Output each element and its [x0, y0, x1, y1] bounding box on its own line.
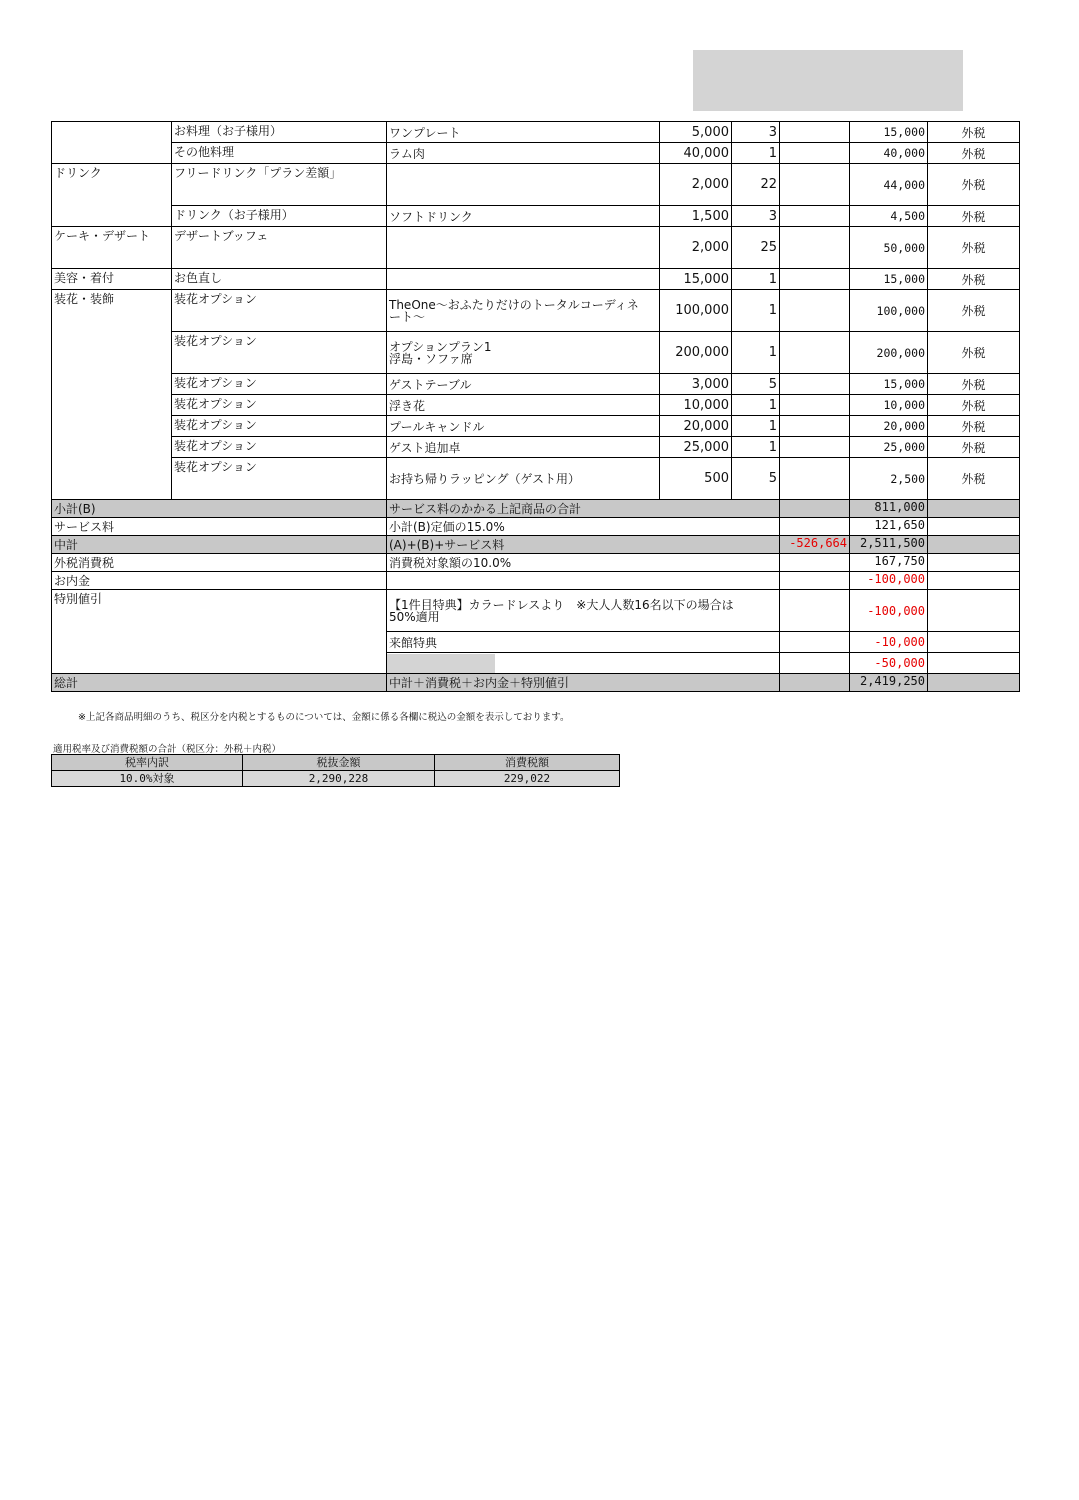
- item-unit-price: 2,000: [660, 227, 732, 269]
- item-row: [52, 290, 1020, 332]
- item-tax-type: 外税: [928, 290, 1020, 332]
- item-detail: お持ち帰りラッピング（ゲスト用）: [387, 458, 660, 500]
- item-name: 装花オプション: [172, 374, 387, 395]
- item-quantity: 1: [732, 395, 780, 416]
- item-discount: [780, 269, 850, 290]
- middle-total-label: 中計: [52, 536, 387, 554]
- item-unit-price: 10,000: [660, 395, 732, 416]
- item-detail: ゲスト追加卓: [387, 437, 660, 458]
- item-unit-price: 3,000: [660, 374, 732, 395]
- item-detail: [387, 227, 660, 269]
- item-unit-price: 100,000: [660, 290, 732, 332]
- item-name: 装花オプション: [172, 458, 387, 500]
- item-amount: 15,000: [850, 122, 928, 143]
- item-amount: 15,000: [850, 269, 928, 290]
- subtotal-b-row: [52, 500, 1020, 518]
- special-discount-label: 特別値引: [52, 590, 387, 674]
- item-quantity: 22: [732, 164, 780, 206]
- item-name: 装花オプション: [172, 416, 387, 437]
- subtotal-b-amount: 811,000: [850, 500, 928, 518]
- item-quantity: 1: [732, 332, 780, 374]
- item-unit-price: 5,000: [660, 122, 732, 143]
- item-category: 装花・装飾: [52, 290, 172, 500]
- middle-total-row: [52, 536, 1020, 554]
- item-detail: [387, 269, 660, 290]
- tax-summary-row: [52, 771, 620, 787]
- item-name: お料理（お子様用）: [172, 122, 387, 143]
- tax-rate-header: 税率内訳: [52, 755, 243, 771]
- tax-summary-header: [52, 755, 620, 771]
- item-detail: ソフトドリンク: [387, 206, 660, 227]
- item-amount: 20,000: [850, 416, 928, 437]
- item-unit-price: 200,000: [660, 332, 732, 374]
- tax-rate-value: 10.0%対象: [52, 771, 243, 787]
- item-tax-type: 外税: [928, 332, 1020, 374]
- item-unit-price: 2,000: [660, 164, 732, 206]
- item-quantity: 5: [732, 374, 780, 395]
- item-unit-price: 20,000: [660, 416, 732, 437]
- grand-total-desc: 中計＋消費税＋お内金＋特別値引: [387, 674, 780, 692]
- special-discount-desc-2: 来館特典: [387, 632, 780, 653]
- item-tax-type: 外税: [928, 269, 1020, 290]
- item-quantity: 3: [732, 206, 780, 227]
- item-amount: 2,500: [850, 458, 928, 500]
- item-discount: [780, 332, 850, 374]
- item-row: [52, 458, 1020, 500]
- deposit-amount: -100,000: [850, 572, 928, 590]
- item-unit-price: 1,500: [660, 206, 732, 227]
- item-row: [52, 206, 1020, 227]
- item-unit-price: 500: [660, 458, 732, 500]
- item-tax-type: 外税: [928, 122, 1020, 143]
- item-detail: TheOne～おふたりだけのトータルコーディネ ート～: [387, 290, 660, 332]
- tax-amount-header: 消費税額: [435, 755, 620, 771]
- item-name: フリードリンク「プラン差額」: [172, 164, 387, 206]
- item-name: ドリンク（お子様用）: [172, 206, 387, 227]
- grand-total-label: 総計: [52, 674, 387, 692]
- item-unit-price: 25,000: [660, 437, 732, 458]
- tax-excluded-value: 2,290,228: [243, 771, 435, 787]
- item-tax-type: 外税: [928, 437, 1020, 458]
- item-tax-type: 外税: [928, 458, 1020, 500]
- tax-row: [52, 554, 1020, 572]
- item-row: [52, 227, 1020, 269]
- item-detail: ラム肉: [387, 143, 660, 164]
- item-name: 装花オプション: [172, 332, 387, 374]
- middle-total-desc: (A)+(B)+サービス料: [387, 536, 780, 554]
- item-amount: 10,000: [850, 395, 928, 416]
- redacted-header-block: [693, 50, 963, 111]
- subtotal-b-label: 小計(B): [52, 500, 387, 518]
- item-amount: 44,000: [850, 164, 928, 206]
- item-tax-type: 外税: [928, 395, 1020, 416]
- tax-label: 外税消費税: [52, 554, 387, 572]
- service-label: サービス料: [52, 518, 387, 536]
- item-detail: [387, 164, 660, 206]
- item-discount: [780, 395, 850, 416]
- service-amount: 121,650: [850, 518, 928, 536]
- item-detail: 浮き花: [387, 395, 660, 416]
- estimate-table: [51, 121, 1020, 692]
- item-detail: ゲストテーブル: [387, 374, 660, 395]
- item-discount: [780, 290, 850, 332]
- item-name: 装花オプション: [172, 395, 387, 416]
- item-name: デザートブッフェ: [172, 227, 387, 269]
- item-name: 装花オプション: [172, 437, 387, 458]
- item-row: [52, 122, 1020, 143]
- item-name: その他料理: [172, 143, 387, 164]
- deposit-row: [52, 572, 1020, 590]
- item-quantity: 1: [732, 269, 780, 290]
- item-amount: 50,000: [850, 227, 928, 269]
- item-row: [52, 269, 1020, 290]
- item-discount: [780, 416, 850, 437]
- tax-summary-table: [51, 754, 620, 787]
- item-detail: オプションプラン1 浮島・ソファ席: [387, 332, 660, 374]
- item-name: 装花オプション: [172, 290, 387, 332]
- item-amount: 100,000: [850, 290, 928, 332]
- item-discount: [780, 458, 850, 500]
- middle-total-discount: -526,664: [780, 536, 850, 554]
- subtotal-b-desc: サービス料のかかる上記商品の合計: [387, 500, 780, 518]
- item-row: [52, 332, 1020, 374]
- item-tax-type: 外税: [928, 164, 1020, 206]
- item-unit-price: 15,000: [660, 269, 732, 290]
- item-quantity: 3: [732, 122, 780, 143]
- item-tax-type: 外税: [928, 374, 1020, 395]
- item-detail: ワンプレート: [387, 122, 660, 143]
- special-discount-amount-2: -10,000: [850, 632, 928, 653]
- item-discount: [780, 122, 850, 143]
- item-unit-price: 40,000: [660, 143, 732, 164]
- grand-total-amount: 2,419,250: [850, 674, 928, 692]
- item-detail: プールキャンドル: [387, 416, 660, 437]
- middle-total-amount: 2,511,500: [850, 536, 928, 554]
- tax-amount-value: 229,022: [435, 771, 620, 787]
- item-row: [52, 374, 1020, 395]
- item-tax-type: 外税: [928, 416, 1020, 437]
- item-quantity: 25: [732, 227, 780, 269]
- special-discount-desc-1: 【1件目特典】カラードレスより ※大人人数16名以下の場合は 50%適用: [387, 590, 780, 632]
- item-category: [52, 122, 172, 164]
- item-amount: 200,000: [850, 332, 928, 374]
- item-amount: 15,000: [850, 374, 928, 395]
- item-quantity: 1: [732, 416, 780, 437]
- item-quantity: 1: [732, 437, 780, 458]
- item-row: [52, 437, 1020, 458]
- item-name: お色直し: [172, 269, 387, 290]
- item-discount: [780, 227, 850, 269]
- item-category: 美容・着付: [52, 269, 172, 290]
- item-tax-type: 外税: [928, 143, 1020, 164]
- service-desc: 小計(B)定価の15.0%: [387, 518, 780, 536]
- special-discount-row-1: [52, 590, 1020, 632]
- item-discount: [780, 374, 850, 395]
- item-tax-type: 外税: [928, 206, 1020, 227]
- tax-desc: 消費税対象額の10.0%: [387, 554, 780, 572]
- item-tax-type: 外税: [928, 227, 1020, 269]
- service-row: [52, 518, 1020, 536]
- item-discount: [780, 437, 850, 458]
- item-row: [52, 395, 1020, 416]
- tax-amount: 167,750: [850, 554, 928, 572]
- item-discount: [780, 143, 850, 164]
- item-quantity: 1: [732, 143, 780, 164]
- item-category: ドリンク: [52, 164, 172, 227]
- special-discount-amount-3: -50,000: [850, 653, 928, 674]
- item-amount: 40,000: [850, 143, 928, 164]
- tax-excluded-header: 税抜金額: [243, 755, 435, 771]
- item-discount: [780, 206, 850, 227]
- item-row: [52, 143, 1020, 164]
- tax-display-note: ※上記各商品明細のうち、税区分を内税とするものについては、金額に係る各欄に税込の金額を表示しております。: [78, 712, 570, 723]
- redacted-discount-name: [387, 654, 495, 673]
- item-quantity: 5: [732, 458, 780, 500]
- item-row: [52, 416, 1020, 437]
- item-amount: 25,000: [850, 437, 928, 458]
- item-amount: 4,500: [850, 206, 928, 227]
- item-quantity: 1: [732, 290, 780, 332]
- deposit-label: お内金: [52, 572, 387, 590]
- item-discount: [780, 164, 850, 206]
- special-discount-amount-1: -100,000: [850, 590, 928, 632]
- item-category: ケーキ・デザート: [52, 227, 172, 269]
- item-row: [52, 164, 1020, 206]
- tax-summary-title: 適用税率及び消費税額の合計（税区分：外税＋内税）: [53, 744, 282, 755]
- grand-total-row: [52, 674, 1020, 692]
